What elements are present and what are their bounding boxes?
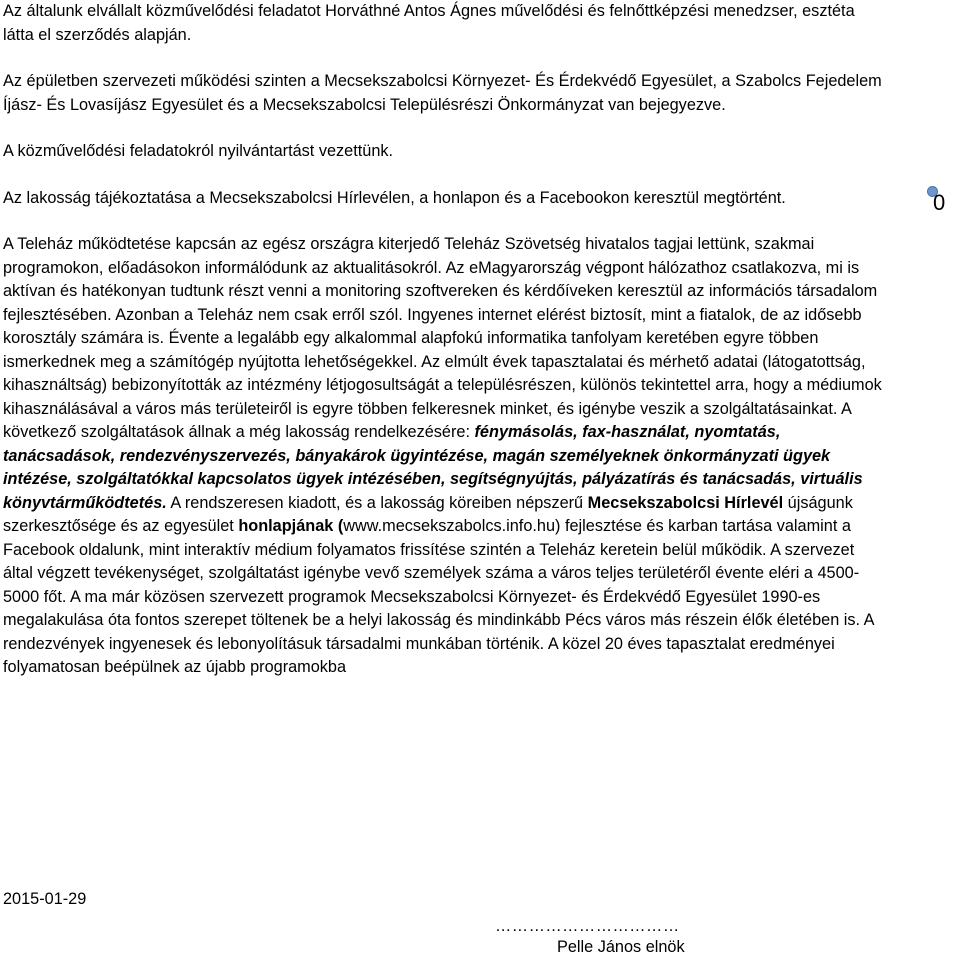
comment-count: 0 — [933, 190, 946, 215]
telehouse-text-1: A Teleház működtetése kapcsán az egész országra kiterjedő Teleház Szövetség hivatalos tagjai lettünk, szakmai programokon, előadásokon informálódunk az aktualitásokról. Az eMagyarország végpont hálózathoz csatlakozva, mi is aktívan és hatékonyan tudtunk részt venni a monitoring szoftvereken és kérdőíveken keresztül az információs társadalom fejlesztésében. Azonban a Teleház nem csak erről szól. Ingyenes internet elérést biztosít, mint a fiatalok, de az idősebb korosztály számára is. Évente a legalább egy alkalommal alapfokú informatika tanfolyam keretében egyre többen ismerkednek meg a számítógép nyújtotta lehetőségekkel. Az elmúlt évek tapasztalatai és mérhető adatai (látogatottság, kihasználtság) bebizonyították az intézmény létjogosultságát a településrészen, különös tekintettel arra, hogy a médiumok kihasználásával a város más területeiről is egyre többen felkeresnek minket, és igénybe veszik a szolgáltatásainkat. A következő szolgáltatások állnak a még lakosság rendelkezésére: — [3, 235, 882, 441]
services-list: fénymásolás, fax-használat, nyomtatás, tanácsadások, rendezvényszervezés, bányakárok ügyintézése, magán személyeknek önkormányzati ügyek intézése, szolgáltatókkal kapcsolatos ügyek intézésében, segítségnyújtás, pályázatírás és tanácsadás, virtuális könyvtárműködtetés. — [3, 423, 863, 512]
paragraph-assignment: Az általunk elvállalt közművelődési feladatot Horváthné Antos Ágnes művelődési és felnőttképzési menedzser, esztéta látta el szerződés alapján. — [3, 2, 855, 44]
telehouse-text-4: www.mecsekszabolcs.info.hu) fejlesztése és karban tartása valamint a Facebook oldalunk, mint interaktív médium folyamatos frissítése szintén a Teleház keretein belül működik. A szervezet által végzett tevékenységet, szolgáltatást igénybe vevő személyek száma a város teljes területéről évente eléri a 4500-5000 főt. A ma már közösen szervezett programok Mecsekszabolcsi Környezet- és Érdekvédő Egyesület 1990-es megalakulása óta fontos szerepet töltenek be a helyi lakosság és mindinkább Pécs város más részein élők életében is. A rendezvények ingyenesek és lebonyolításuk társadalmi munkában történik. A közel 20 éves tapasztalat eredményei folyamatosan beépülnek az újabb programokba — [3, 517, 874, 676]
paragraph-organizations: Az épületben szervezeti működési szinten a Mecsekszabolcsi Környezet- És Érdekvédő Egyesület, a Szabolcs Fejedelem Íjász- És Lovasíjász Egyesület és a Mecsekszabolcsi Településrészi Önkormányzat van bejegyezve. — [3, 72, 882, 114]
paragraph-information: Az lakosság tájékoztatása a Mecsekszabolcsi Hírlevélen, a honlapon és a Facebookon keresztül megtörtént. — [3, 188, 786, 207]
signer-name: Pelle János elnök — [557, 938, 685, 956]
homepage-label: honlapjának ( — [238, 517, 344, 535]
document-date: 2015-01-29 — [3, 890, 87, 908]
paragraph-telehouse — [3, 233, 883, 680]
telehouse-text-3: újságunk szerkesztősége és az egyesület — [3, 493, 853, 535]
newsletter-name: Mecsekszabolcsi Hírlevél — [587, 493, 784, 512]
document-body — [3, 0, 883, 680]
paragraph-registry: A közművelődési feladatokról nyilvántartást vezettünk. — [3, 142, 394, 160]
signature-line: …………………………… — [495, 917, 680, 935]
comment-marker[interactable] — [927, 185, 960, 225]
telehouse-text-2: A rendszeresen kiadott, és a lakosság köreiben népszerű — [166, 493, 588, 512]
